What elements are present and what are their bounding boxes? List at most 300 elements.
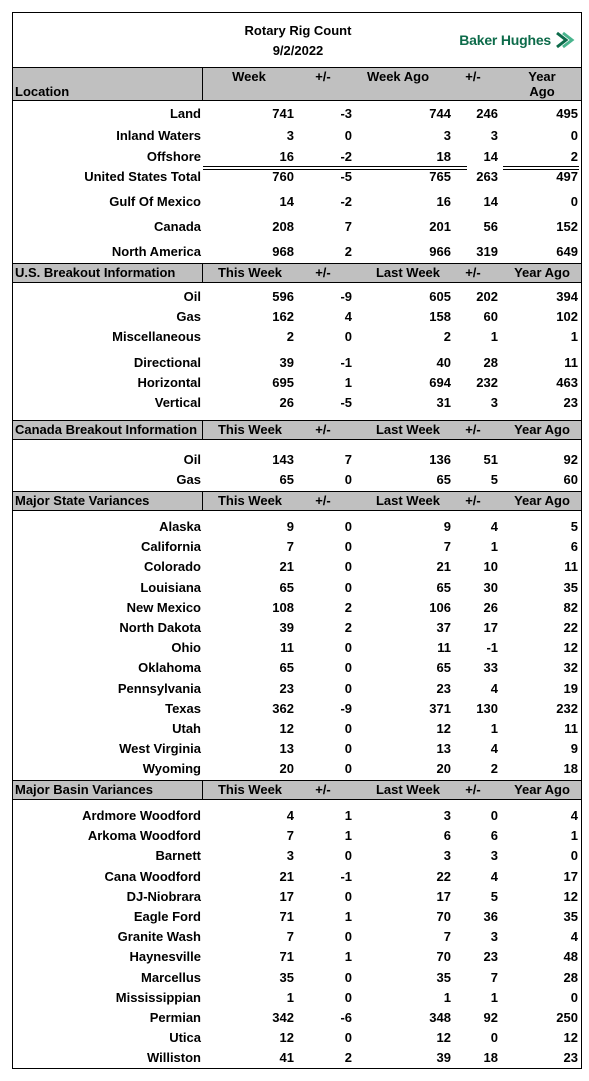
table-row <box>13 761 581 781</box>
table-row <box>13 395 581 415</box>
table-row <box>13 828 581 848</box>
change-value: 1 <box>344 375 352 390</box>
row-label: Wyoming <box>142 761 201 777</box>
this-week-value: 695 <box>272 375 294 390</box>
prior-week-value: 31 <box>436 395 451 410</box>
total-rule <box>503 166 579 170</box>
change-prior-value: 4 <box>490 519 498 534</box>
table-row <box>13 721 581 741</box>
this-week-value: 596 <box>272 289 294 304</box>
change-value: 0 <box>344 128 352 143</box>
this-week-value: 11 <box>280 640 294 656</box>
this-week-value: 1 <box>286 989 294 1005</box>
change-prior-value: 14 <box>483 149 498 164</box>
row-label: Oil <box>183 452 201 467</box>
change-prior-value: 60 <box>483 309 498 324</box>
this-week-value: 4 <box>286 808 294 823</box>
row-label: Eagle Ford <box>133 909 201 924</box>
year-ago-value: 19 <box>563 680 578 696</box>
col-change: +/- <box>315 69 331 84</box>
prior-week-value: 3 <box>443 848 451 864</box>
table-row <box>13 329 581 349</box>
table-row <box>13 1010 581 1030</box>
col-year-ago: Year Ago <box>514 265 570 280</box>
year-ago-value: 250 <box>556 1010 578 1025</box>
change-prior-value: 6 <box>490 828 498 844</box>
this-week-value: 2 <box>286 329 294 344</box>
year-ago-value: 4 <box>570 808 578 823</box>
row-label: Cana Woodford <box>104 868 201 884</box>
year-ago-value: 152 <box>556 219 578 234</box>
this-week-value: 143 <box>272 452 294 467</box>
column-divider <box>202 492 203 510</box>
table-row <box>13 620 581 640</box>
year-ago-value: 23 <box>563 1050 578 1066</box>
row-label: Permian <box>149 1010 201 1025</box>
change-value: 0 <box>344 741 352 757</box>
change-prior-value: 3 <box>490 128 498 143</box>
this-week-value: 7 <box>286 929 294 945</box>
col-change-2: +/- <box>465 782 481 797</box>
table-row <box>13 106 581 126</box>
row-label: Texas <box>165 700 201 716</box>
col-change: +/- <box>315 782 331 797</box>
table-row <box>13 519 581 539</box>
this-week-value: 16 <box>279 149 294 164</box>
col-change: +/- <box>315 265 331 280</box>
year-ago-value: 17 <box>563 868 578 884</box>
table-row <box>13 929 581 949</box>
year-ago-value: 1 <box>570 329 578 344</box>
year-ago-value: 0 <box>570 194 578 209</box>
row-label: Horizontal <box>137 375 201 390</box>
basin-variance-header <box>13 780 581 800</box>
year-ago-value: 22 <box>563 620 578 635</box>
table-row <box>13 869 581 889</box>
col-this-week: This Week <box>217 422 283 437</box>
change-prior-value: 3 <box>490 848 498 864</box>
change-value: 1 <box>344 828 352 844</box>
change-prior-value: 263 <box>476 169 498 184</box>
prior-week-value: 966 <box>429 244 451 259</box>
row-label: Vertical <box>154 395 201 410</box>
table-row <box>13 909 581 929</box>
prior-week-value: 37 <box>436 620 451 635</box>
prior-week-value: 136 <box>429 452 451 467</box>
this-week-value: 14 <box>279 194 294 209</box>
row-label: California <box>141 539 201 555</box>
change-prior-value: 246 <box>476 106 498 121</box>
prior-week-value: 12 <box>436 721 451 736</box>
prior-week-value: 201 <box>429 219 451 234</box>
prior-week-value: 23 <box>436 680 451 696</box>
table-row <box>13 219 581 239</box>
brand-logo <box>459 31 575 49</box>
prior-week-value: 1 <box>443 989 451 1005</box>
prior-week-value: 21 <box>436 559 451 575</box>
col-change-2: +/- <box>465 265 481 280</box>
change-prior-value: 30 <box>483 579 498 595</box>
this-week-value: 7 <box>286 539 294 555</box>
column-divider <box>202 68 203 100</box>
prior-week-value: 18 <box>436 149 451 164</box>
year-ago-value: 0 <box>570 989 578 1005</box>
change-value: 2 <box>344 1050 352 1066</box>
row-label: Alaska <box>159 519 201 534</box>
location-header <box>13 67 581 101</box>
year-ago-value: 102 <box>556 309 578 324</box>
change-prior-value: 23 <box>483 949 498 965</box>
year-ago-value: 35 <box>563 579 578 595</box>
this-week-value: 3 <box>286 128 294 143</box>
this-week-value: 760 <box>272 169 294 184</box>
col-this-week: This Week <box>217 265 283 280</box>
year-ago-value: 232 <box>556 700 578 716</box>
chevron-arrows-icon <box>555 31 575 49</box>
table-row <box>13 681 581 701</box>
this-week-value: 71 <box>279 909 294 924</box>
this-week-value: 968 <box>272 244 294 259</box>
change-prior-value: 4 <box>490 680 498 696</box>
this-week-value: 39 <box>279 355 294 370</box>
location-label: Location <box>15 84 70 99</box>
col-change: +/- <box>315 422 331 437</box>
change-prior-value: 1 <box>490 329 498 344</box>
prior-week-value: 70 <box>436 909 451 924</box>
change-value: 7 <box>344 219 352 234</box>
this-week-value: 741 <box>272 106 294 121</box>
change-value: 0 <box>344 472 352 487</box>
change-value: 0 <box>344 888 352 904</box>
change-value: 0 <box>344 329 352 344</box>
table-row <box>13 701 581 721</box>
this-week-value: 162 <box>272 309 294 324</box>
change-prior-value: 26 <box>483 599 498 615</box>
prior-week-value: 20 <box>436 761 451 777</box>
prior-week-value: 70 <box>436 949 451 965</box>
change-prior-value: 56 <box>483 219 498 234</box>
change-value: -2 <box>340 194 352 209</box>
change-value: 0 <box>344 539 352 555</box>
prior-week-value: 9 <box>443 519 451 534</box>
prior-week-value: 65 <box>436 660 451 676</box>
section-label: Canada Breakout Information <box>15 422 198 437</box>
table-row <box>13 990 581 1010</box>
table-row <box>13 375 581 395</box>
prior-week-value: 744 <box>429 106 451 121</box>
column-divider <box>202 781 203 799</box>
change-prior-value: 18 <box>483 1050 498 1066</box>
col-week: Week <box>232 69 266 84</box>
table-row <box>13 559 581 579</box>
year-ago-value: 28 <box>563 969 578 985</box>
row-label: Canada <box>154 219 201 234</box>
year-ago-value: 5 <box>570 519 578 534</box>
col-week-ago: Week Ago <box>366 69 430 84</box>
year-ago-value: 1 <box>570 828 578 844</box>
change-prior-value: 33 <box>483 660 498 676</box>
table-row <box>13 808 581 828</box>
this-week-value: 342 <box>272 1010 294 1025</box>
state-variance-header <box>13 491 581 511</box>
row-label: United States Total <box>84 169 201 184</box>
change-prior-value: 3 <box>490 929 498 945</box>
this-week-value: 39 <box>279 620 294 635</box>
year-ago-value: 35 <box>563 909 578 924</box>
year-ago-value: 11 <box>564 721 578 736</box>
year-ago-value: 23 <box>563 395 578 410</box>
col-change-2: +/- <box>465 493 481 508</box>
table-row <box>13 949 581 969</box>
prior-week-value: 22 <box>436 868 451 884</box>
change-value: 2 <box>344 599 352 615</box>
row-label: New Mexico <box>126 599 201 615</box>
change-prior-value: 0 <box>490 1030 498 1046</box>
change-value: 0 <box>344 519 352 534</box>
col-year-ago: Year Ago <box>514 782 570 797</box>
prior-week-value: 13 <box>436 741 451 757</box>
table-row <box>13 600 581 620</box>
table-row <box>13 169 581 189</box>
change-prior-value: 4 <box>490 741 498 757</box>
table-row <box>13 128 581 148</box>
change-value: 1 <box>344 909 352 924</box>
table-row <box>13 452 581 472</box>
col-last-week: Last Week <box>375 422 441 437</box>
prior-week-value: 371 <box>429 700 451 716</box>
table-row <box>13 289 581 309</box>
row-label: Gulf Of Mexico <box>109 194 201 209</box>
change-value: 0 <box>344 579 352 595</box>
prior-week-value: 11 <box>437 640 451 656</box>
col-change: +/- <box>315 493 331 508</box>
table-row <box>13 244 581 264</box>
year-ago-value: 463 <box>556 375 578 390</box>
this-week-value: 65 <box>279 660 294 676</box>
this-week-value: 21 <box>279 559 294 575</box>
change-value: -3 <box>340 106 352 121</box>
year-ago-value: 497 <box>556 169 578 184</box>
column-divider <box>202 421 203 439</box>
year-ago-value: 12 <box>563 1030 578 1046</box>
col-this-week: This Week <box>217 782 283 797</box>
report-title: Rotary Rig Count <box>244 23 352 38</box>
year-ago-value: 92 <box>563 452 578 467</box>
total-rule <box>203 166 391 170</box>
prior-week-value: 39 <box>436 1050 451 1066</box>
this-week-value: 35 <box>279 969 294 985</box>
change-prior-value: 130 <box>476 700 498 716</box>
prior-week-value: 106 <box>429 599 451 615</box>
change-prior-value: 1 <box>490 989 498 1005</box>
total-rule <box>368 166 467 170</box>
section-label: Major State Variances <box>15 493 150 508</box>
prior-week-value: 40 <box>436 355 451 370</box>
row-label: Oklahoma <box>138 660 201 676</box>
change-value: -5 <box>340 169 352 184</box>
row-label: Colorado <box>143 559 201 575</box>
change-value: 0 <box>344 721 352 736</box>
row-label: Offshore <box>146 149 201 164</box>
change-value: -1 <box>340 868 352 884</box>
change-value: -2 <box>340 149 352 164</box>
change-value: -9 <box>340 289 352 304</box>
year-ago-value: 18 <box>563 761 578 777</box>
rig-count-report <box>12 12 582 1069</box>
this-week-value: 3 <box>286 848 294 864</box>
canada-breakout-header <box>13 420 581 440</box>
this-week-value: 13 <box>279 741 294 757</box>
this-week-value: 23 <box>279 680 294 696</box>
row-label: Marcellus <box>141 969 201 985</box>
col-this-week: This Week <box>217 493 283 508</box>
change-value: 1 <box>344 949 352 965</box>
this-week-value: 12 <box>279 1030 294 1046</box>
change-value: 2 <box>344 244 352 259</box>
year-ago-value: 60 <box>563 472 578 487</box>
col-last-week: Last Week <box>375 782 441 797</box>
prior-week-value: 65 <box>436 579 451 595</box>
change-value: 4 <box>344 309 352 324</box>
change-value: -1 <box>340 355 352 370</box>
change-value: -9 <box>340 700 352 716</box>
table-row <box>13 355 581 375</box>
table-row <box>13 889 581 909</box>
row-label: Land <box>169 106 201 121</box>
change-prior-value: 319 <box>476 244 498 259</box>
report-date: 9/2/2022 <box>272 43 324 58</box>
row-label: Ohio <box>171 640 201 656</box>
this-week-value: 26 <box>279 395 294 410</box>
row-label: Utah <box>172 721 201 736</box>
change-value: 7 <box>344 452 352 467</box>
prior-week-value: 3 <box>443 808 451 823</box>
table-row <box>13 660 581 680</box>
table-row <box>13 580 581 600</box>
this-week-value: 41 <box>279 1050 294 1066</box>
change-value: 1 <box>344 808 352 823</box>
this-week-value: 108 <box>272 599 294 615</box>
row-label: Gas <box>176 472 201 487</box>
change-prior-value: 92 <box>483 1010 498 1025</box>
this-week-value: 12 <box>279 721 294 736</box>
section-label: U.S. Breakout Information <box>15 265 176 280</box>
table-row <box>13 1050 581 1070</box>
prior-week-value: 2 <box>443 329 451 344</box>
year-ago-value: 9 <box>570 741 578 757</box>
brand-name: Baker Hughes <box>459 32 551 48</box>
row-label: Directional <box>133 355 201 370</box>
row-label: Williston <box>146 1050 201 1066</box>
change-prior-value: 1 <box>490 539 498 555</box>
row-label: Ardmore Woodford <box>82 808 201 823</box>
change-prior-value: 10 <box>483 559 498 575</box>
prior-week-value: 17 <box>436 888 451 904</box>
this-week-value: 65 <box>279 472 294 487</box>
col-last-week: Last Week <box>375 265 441 280</box>
year-ago-value: 11 <box>564 559 578 575</box>
change-prior-value: 7 <box>490 969 498 985</box>
this-week-value: 17 <box>279 888 294 904</box>
year-ago-value: 48 <box>563 949 578 965</box>
change-value: 0 <box>344 929 352 945</box>
year-ago-value: 0 <box>570 848 578 864</box>
change-prior-value: 1 <box>490 721 498 736</box>
col-year-ago: Year Ago <box>528 69 556 99</box>
col-change-2: +/- <box>465 69 481 84</box>
year-ago-value: 82 <box>563 599 578 615</box>
year-ago-value: 4 <box>570 929 578 945</box>
prior-week-value: 12 <box>436 1030 451 1046</box>
row-label: Pennsylvania <box>117 680 201 696</box>
year-ago-value: 12 <box>563 640 578 656</box>
year-ago-value: 649 <box>556 244 578 259</box>
table-row <box>13 194 581 214</box>
this-week-value: 65 <box>279 579 294 595</box>
table-row <box>13 970 581 990</box>
year-ago-value: 11 <box>564 355 578 370</box>
row-label: Oil <box>183 289 201 304</box>
prior-week-value: 65 <box>436 472 451 487</box>
year-ago-value: 32 <box>563 660 578 676</box>
year-ago-value: 394 <box>556 289 578 304</box>
row-label: Utica <box>169 1030 201 1046</box>
prior-week-value: 6 <box>443 828 451 844</box>
this-week-value: 362 <box>272 700 294 716</box>
table-row <box>13 1030 581 1050</box>
row-label: North Dakota <box>119 620 201 635</box>
row-label: DJ-Niobrara <box>126 888 201 904</box>
this-week-value: 9 <box>286 519 294 534</box>
change-value: 0 <box>344 680 352 696</box>
change-prior-value: 2 <box>490 761 498 777</box>
prior-week-value: 694 <box>429 375 451 390</box>
prior-week-value: 348 <box>429 1010 451 1025</box>
change-value: 0 <box>344 1030 352 1046</box>
col-last-week: Last Week <box>375 493 441 508</box>
row-label: Mississippian <box>115 989 201 1005</box>
change-prior-value: 36 <box>483 909 498 924</box>
change-prior-value: 4 <box>490 868 498 884</box>
col-year-ago: Year Ago <box>514 493 570 508</box>
table-row <box>13 309 581 329</box>
year-ago-value: 0 <box>570 128 578 143</box>
row-label: Louisiana <box>140 579 201 595</box>
row-label: Haynesville <box>129 949 201 965</box>
this-week-value: 208 <box>272 219 294 234</box>
change-prior-value: 28 <box>483 355 498 370</box>
table-row <box>13 472 581 492</box>
year-ago-value: 2 <box>570 149 578 164</box>
prior-week-value: 158 <box>429 309 451 324</box>
change-value: 0 <box>344 848 352 864</box>
change-value: 0 <box>344 969 352 985</box>
prior-week-value: 7 <box>443 539 451 555</box>
prior-week-value: 16 <box>436 194 451 209</box>
change-value: -5 <box>340 395 352 410</box>
table-row <box>13 640 581 660</box>
change-value: 0 <box>344 660 352 676</box>
change-value: 0 <box>344 989 352 1005</box>
section-label: Major Basin Variances <box>15 782 154 797</box>
us-breakout-header <box>13 263 581 283</box>
change-prior-value: 14 <box>483 194 498 209</box>
row-label: Arkoma Woodford <box>87 828 201 844</box>
table-row <box>13 848 581 868</box>
col-year-ago: Year Ago <box>514 422 570 437</box>
row-label: Granite Wash <box>117 929 201 945</box>
prior-week-value: 605 <box>429 289 451 304</box>
